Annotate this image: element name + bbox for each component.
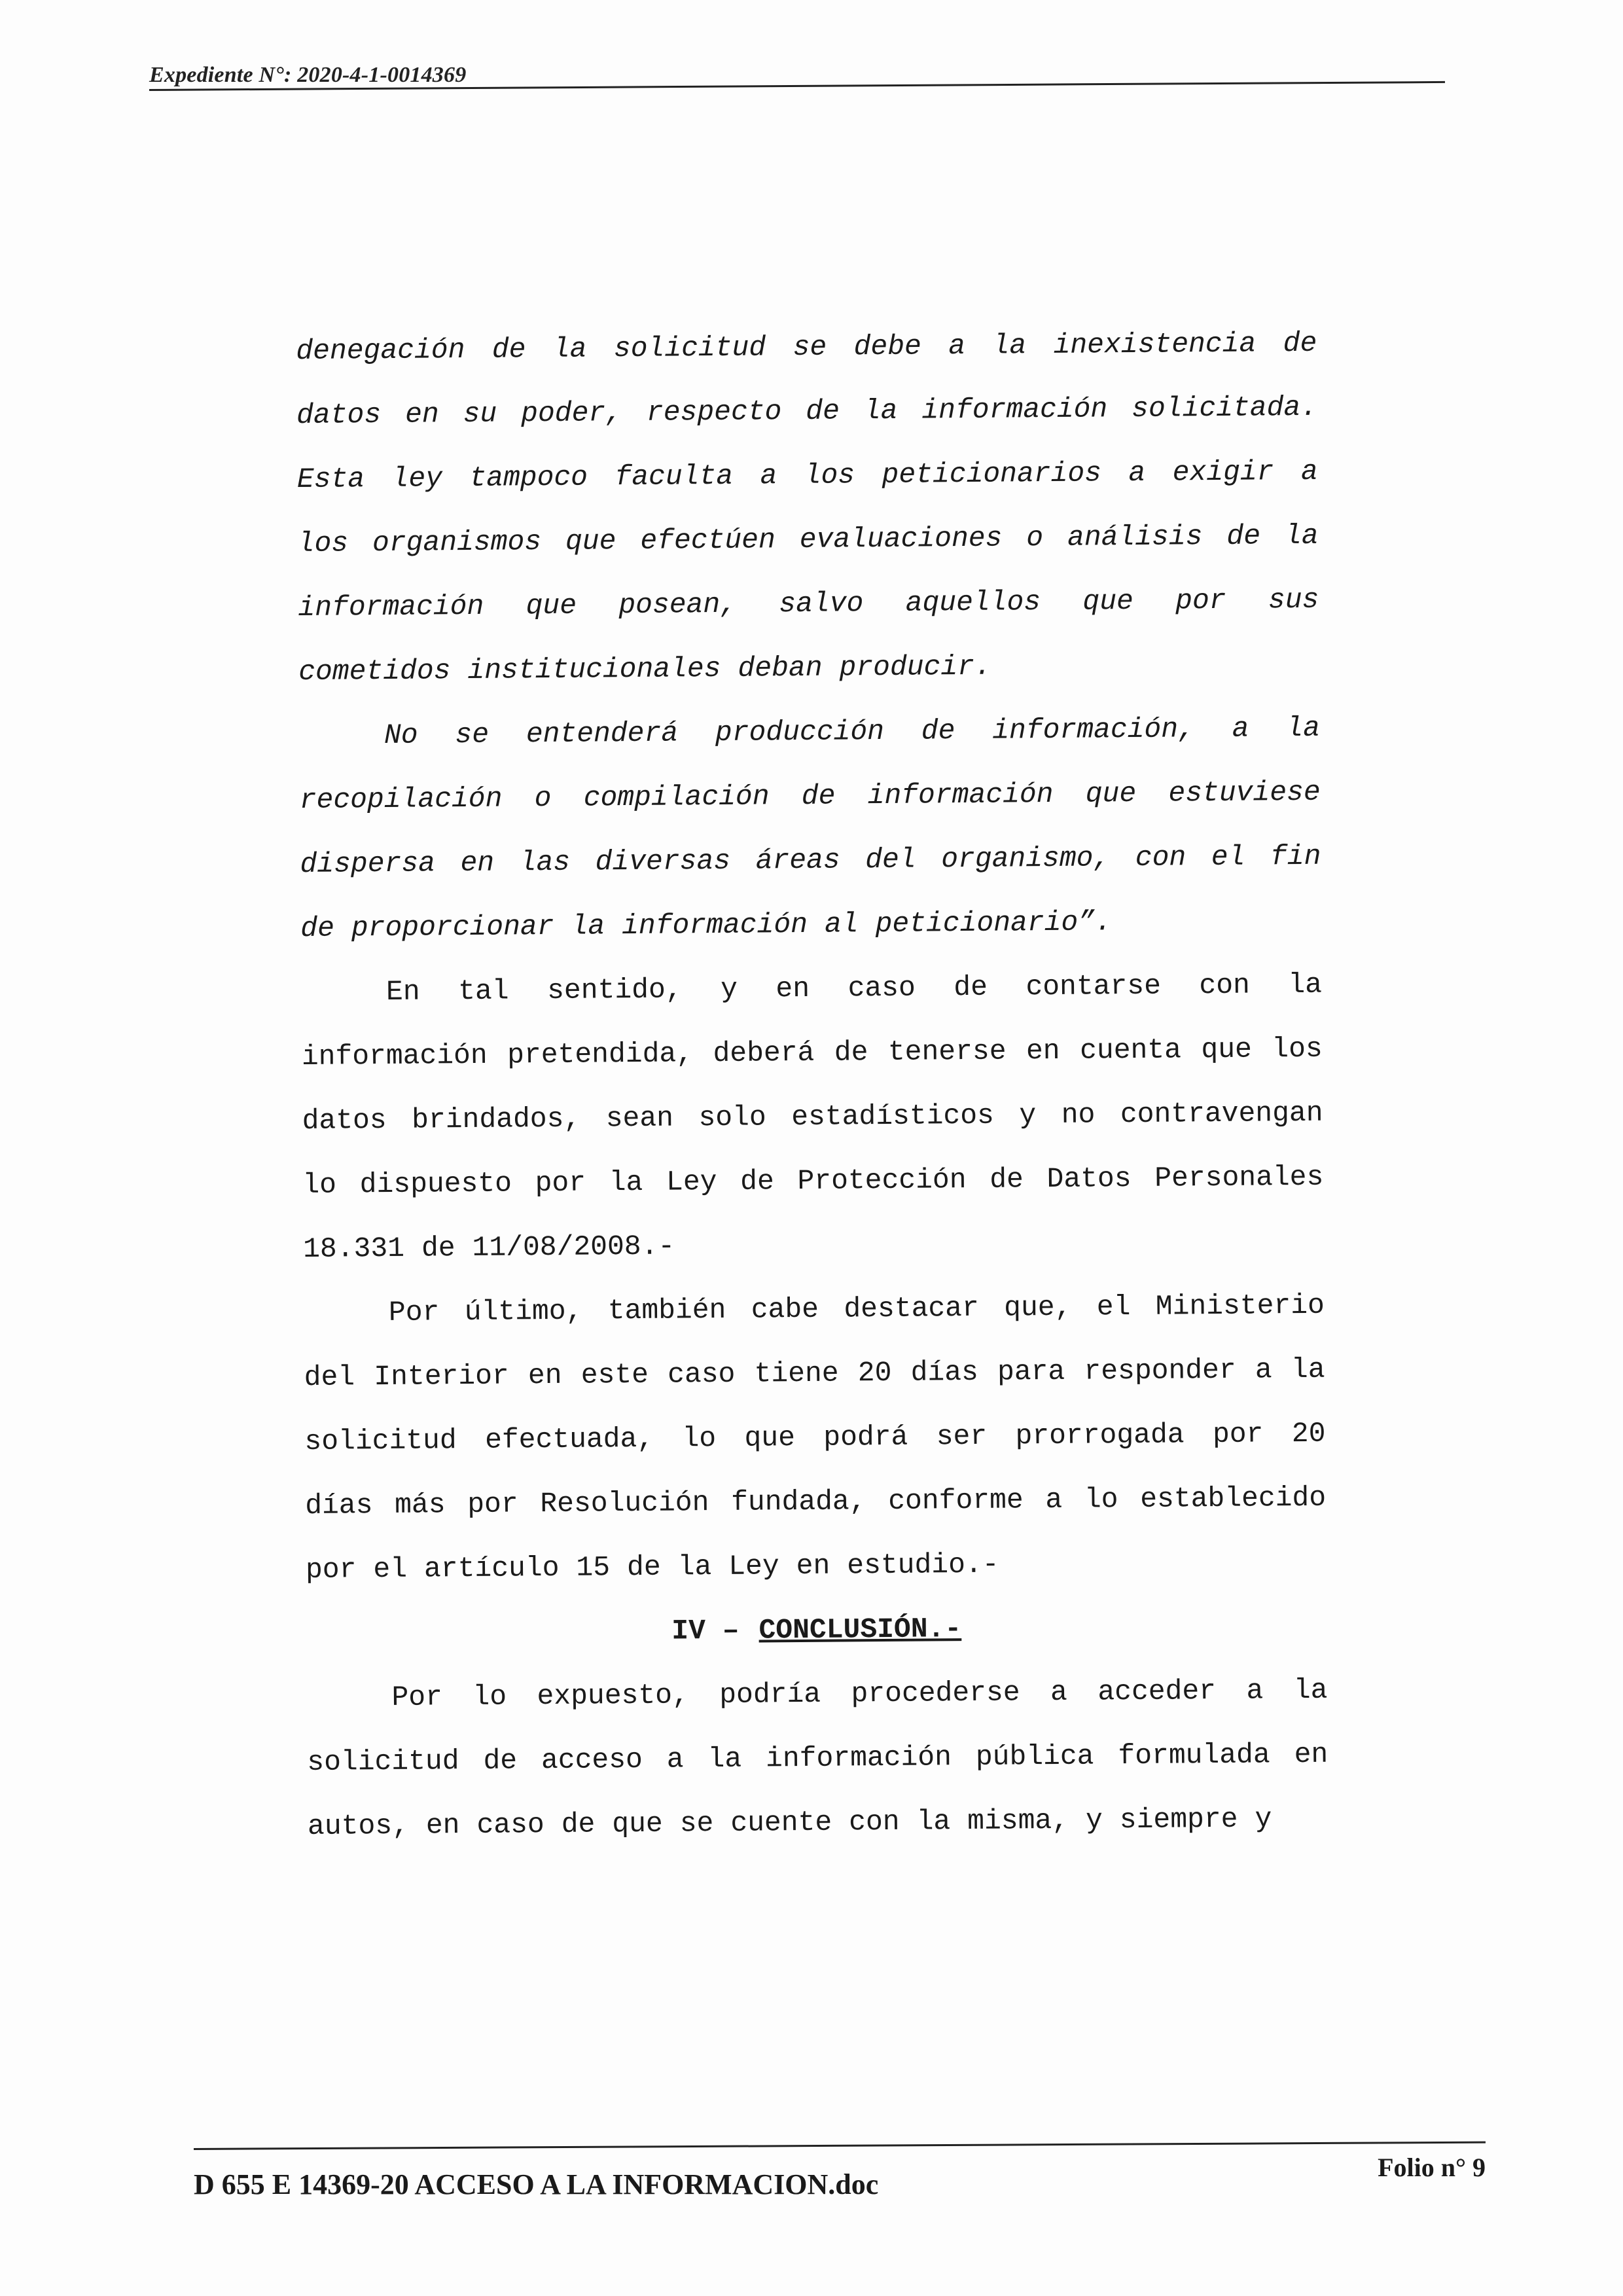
text-line: los organismos que efectúen evaluaciones o análisis de la bbox=[297, 519, 1319, 560]
page-header bbox=[149, 60, 1445, 94]
text-line: datos brindados, sean solo estadísticos y no contravengan bbox=[302, 1096, 1323, 1137]
text-line: días más por Resolución fundada, conforme a lo establecido bbox=[305, 1481, 1327, 1522]
text-line: información pretendida, deberá de tenerse en cuenta que los bbox=[301, 1032, 1323, 1073]
text-line: denegación de la solicitud se debe a la inexistencia de bbox=[296, 327, 1317, 367]
text-line: Por último, también cabe destacar que, el Ministerio bbox=[388, 1289, 1325, 1329]
paragraph-conclusion bbox=[306, 1659, 1329, 1859]
page-footer bbox=[194, 2139, 1486, 2211]
footer-document-name: D 655 E 14369-20 ACCESO A LA INFORMACION.doc bbox=[194, 2168, 879, 2200]
text-line: del Interior en este caso tiene 20 días para responder a la bbox=[304, 1353, 1325, 1393]
section-heading bbox=[306, 1594, 1327, 1666]
paragraph-ultimo bbox=[304, 1274, 1327, 1602]
text-line: cometidos institucionales deban producir. bbox=[298, 650, 991, 688]
paragraph-sentido bbox=[301, 953, 1325, 1282]
text-line: Por lo expuesto, podría procederse a acceder a la bbox=[391, 1674, 1328, 1713]
text-line: datos en su poder, respecto de la información solicitada. bbox=[296, 391, 1318, 431]
expediente-number: Expediente N°: 2020-4-1-0014369 bbox=[149, 63, 467, 87]
text-line: En tal sentido, y en caso de contarse con la bbox=[385, 968, 1323, 1008]
footer-rule bbox=[194, 2142, 1486, 2150]
document-body bbox=[296, 312, 1329, 1859]
section-number: IV – bbox=[671, 1614, 740, 1647]
text-line: solicitud efectuada, lo que podrá ser prorrogada por 20 bbox=[304, 1417, 1326, 1458]
section-title: CONCLUSIÓN.- bbox=[758, 1613, 962, 1647]
text-line: dispersa en las diversas áreas del organismo, con el fin bbox=[300, 840, 1321, 880]
paragraph-produccion bbox=[299, 696, 1322, 961]
text-line: No se entenderá producción de información, a la bbox=[383, 711, 1321, 751]
text-line: lo dispuesto por la Ley de Protección de Datos Personales bbox=[302, 1160, 1324, 1201]
text-line: 18.331 de 11/08/2008.- bbox=[302, 1230, 675, 1265]
text-line: recopilación o compilación de información que estuviese bbox=[299, 776, 1321, 816]
text-line: información que posean, salvo aquellos que por sus bbox=[298, 583, 1319, 624]
text-line: solicitud de acceso a la información pública formulada en bbox=[307, 1738, 1329, 1778]
text-line: de proporcionar la información al peticionario”. bbox=[300, 906, 1113, 944]
folio-number: Folio n° 9 bbox=[1378, 2153, 1486, 2182]
text-line: Esta ley tampoco faculta a los peticionarios a exigir a bbox=[296, 455, 1318, 495]
text-line: autos, en caso de que se cuente con la misma, y siempre y bbox=[307, 1803, 1272, 1842]
paragraph-denegacion bbox=[296, 312, 1320, 704]
text-line: por el artículo 15 de la Ley en estudio.- bbox=[305, 1548, 999, 1586]
